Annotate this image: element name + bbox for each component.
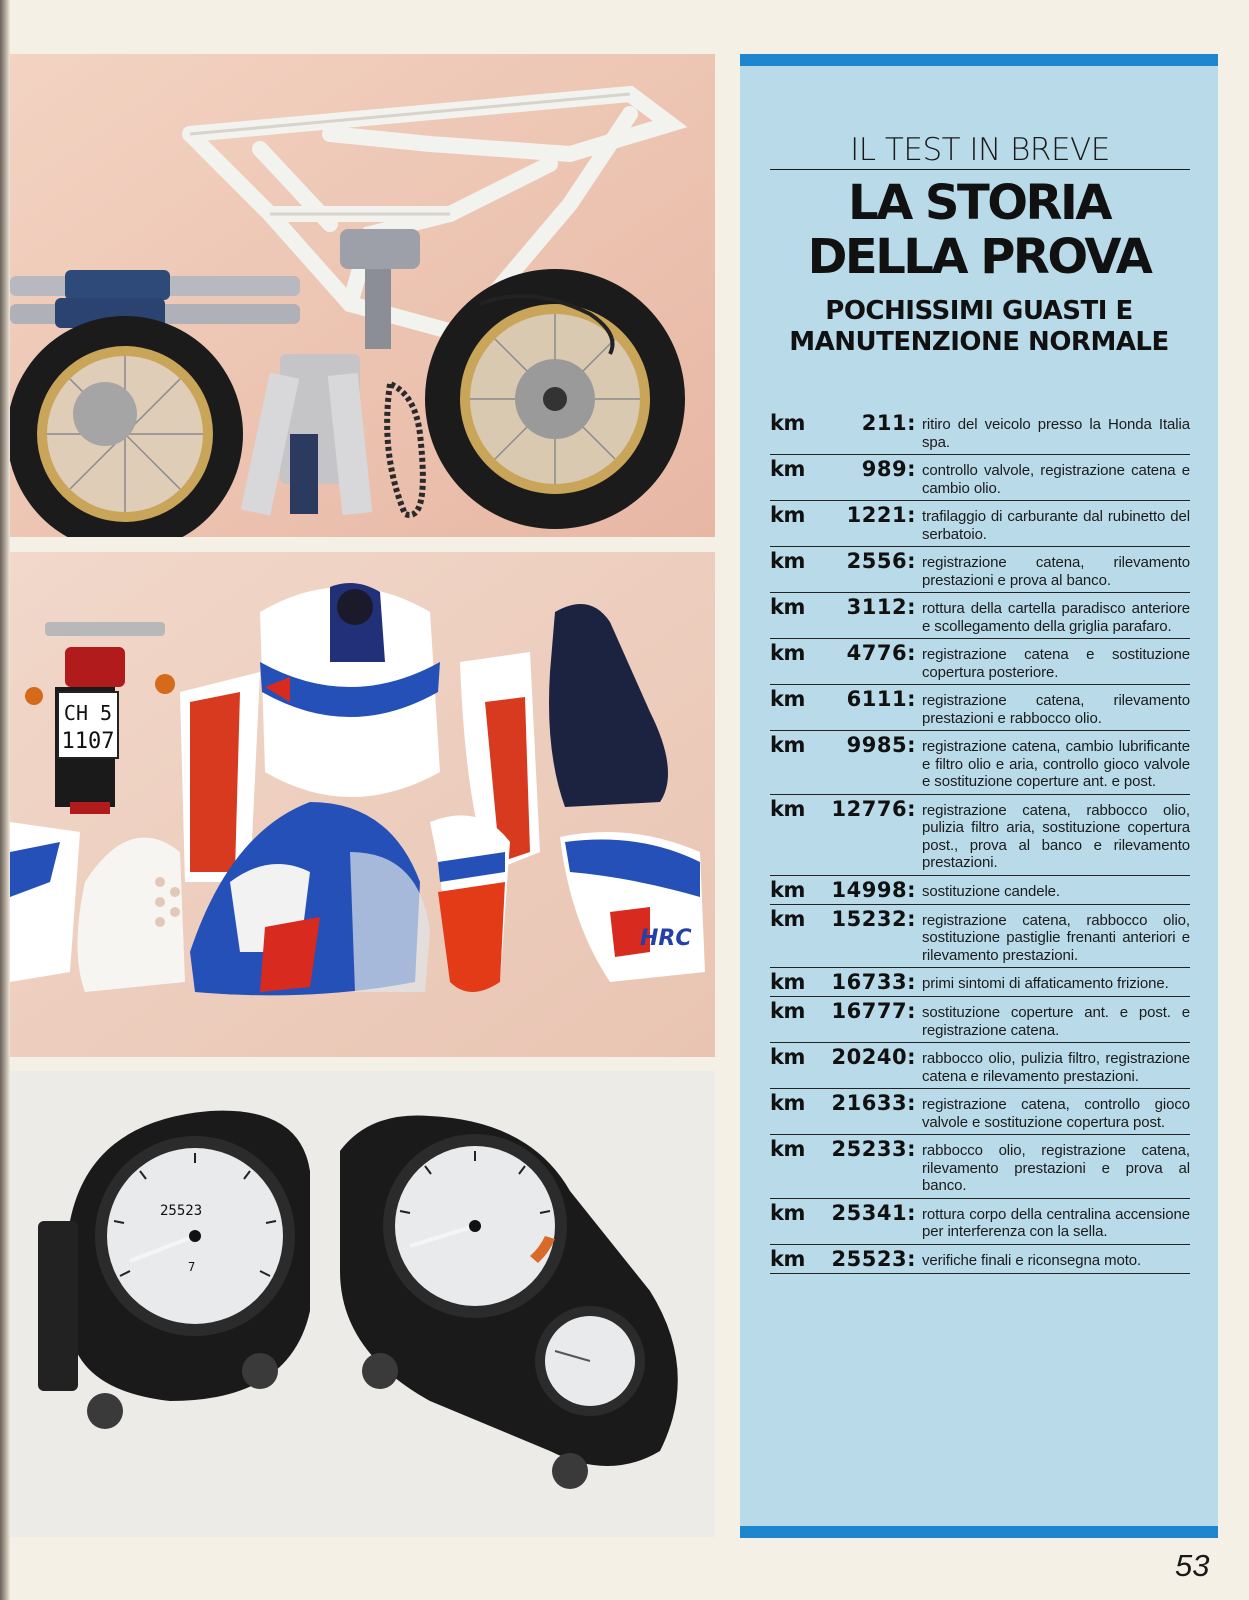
log-entry [770, 688, 1190, 731]
log-entry-mileage [770, 688, 916, 710]
page-number: 53 [1175, 1548, 1210, 1583]
log-entry-km: 25233: [831, 1137, 916, 1161]
stripped-motorcycle-frame-photo [10, 54, 715, 537]
log-entry-text: registrazione catena e sostituzione copertura posteriore. [922, 646, 1190, 681]
log-entry-text: registrazione catena, controllo gioco valvole e sostituzione copertura post. [922, 1096, 1190, 1131]
log-entry-mileage [770, 1000, 916, 1022]
log-entry-text: verifiche finali e riconsegna moto. [922, 1251, 1142, 1269]
license-plate-line1: CH 5 [63, 701, 113, 725]
log-entry-unit: km [770, 1137, 805, 1161]
log-entry-text: registrazione catena, rilevamento prestazioni e prova al banco. [922, 554, 1190, 589]
log-entry-unit: km [770, 687, 805, 711]
log-entry-mileage [770, 550, 916, 572]
log-entry-unit: km [770, 411, 805, 435]
log-entry [770, 1092, 1190, 1135]
hrc-decal: HRC [640, 926, 692, 951]
log-entry [770, 642, 1190, 685]
log-entry [770, 798, 1190, 876]
log-entry-unit: km [770, 1091, 805, 1115]
log-entry-unit: km [770, 999, 805, 1023]
log-entry [770, 908, 1190, 969]
panel-top-rule [740, 54, 1218, 66]
log-entry-unit: km [770, 796, 805, 821]
log-entry-km: 3112: [846, 595, 916, 619]
odometer-readout: 25523 [160, 1203, 203, 1219]
log-entry-km: 21633: [831, 1091, 916, 1115]
log-entry [770, 458, 1190, 501]
panel-bottom-rule [740, 1526, 1218, 1538]
log-entry-km: 15232: [831, 906, 916, 931]
log-entry-text: sostituzione candele. [922, 882, 1060, 900]
log-entry [770, 504, 1190, 547]
log-entry-mileage [770, 971, 916, 993]
log-entry-unit: km [770, 970, 805, 994]
log-entry-km: 1221: [846, 503, 916, 527]
log-entry-unit: km [770, 906, 805, 931]
log-entry-text: ritiro del veicolo presso la Honda Italia spa. [922, 416, 1190, 451]
log-entry-unit: km [770, 1045, 805, 1069]
log-entry-text: primi sintomi di affaticamento frizione. [922, 975, 1169, 992]
panel-title [740, 176, 1218, 284]
trip-readout: 7 [188, 1260, 196, 1274]
log-entry-text: controllo valvole, registrazione catena e cambio olio. [922, 462, 1190, 497]
log-entry-km: 25341: [831, 1200, 916, 1225]
log-entry-unit: km [770, 549, 805, 573]
log-entry-km: 16777: [831, 999, 916, 1023]
log-entry [770, 1046, 1190, 1089]
test-summary-panel [740, 54, 1218, 1538]
log-entry-km: 989: [861, 457, 916, 481]
panel-subtitle-line1: POCHISSIMI GUASTI E [825, 296, 1133, 326]
log-entry-mileage [770, 596, 916, 618]
log-entry-text: rottura corpo della centralina accensione per interferenza con la sella. [922, 1205, 1190, 1240]
log-entry-text: rottura della cartella paradisco anteriore e scollegamento della griglia parafaro. [922, 600, 1190, 635]
log-entry-text: registrazione catena, rabbocco olio, sostituzione pastiglie frenanti anteriori e rilevamento prestazioni. [922, 911, 1190, 964]
log-entry [770, 971, 1190, 997]
log-entry-unit: km [770, 595, 805, 619]
log-entry-text: registrazione catena, rabbocco olio, pulizia filtro aria, sostituzione copertura post., prova al banco e rilevamento prestazioni. [922, 801, 1190, 871]
log-entry-mileage [770, 642, 916, 664]
log-entry-text: rabbocco olio, pulizia filtro, registrazione catena e rilevamento prestazioni. [922, 1050, 1190, 1085]
log-entry-mileage [770, 1202, 916, 1224]
log-entry-km: 12776: [831, 796, 916, 821]
log-entry-km: 20240: [831, 1045, 916, 1069]
log-entry-km: 9985: [846, 733, 916, 757]
log-entry-mileage [770, 1092, 916, 1114]
log-entry-text: sostituzione coperture ant. e post. e registrazione catena. [922, 1004, 1190, 1039]
speedometer-tachometer-photo [10, 1071, 715, 1537]
motorcycle-bodywork-parts-photo [10, 552, 715, 1057]
log-entry-km: 16733: [831, 970, 916, 994]
panel-subtitle-line2: MANUTENZIONE NORMALE [789, 327, 1169, 357]
log-entry-mileage [770, 798, 916, 820]
panel-subtitle [740, 296, 1218, 358]
log-entry-unit: km [770, 1200, 805, 1225]
log-entry-km: 6111: [846, 687, 916, 711]
log-entry-unit: km [770, 733, 805, 757]
log-entry [770, 879, 1190, 905]
panel-kicker: IL TEST IN BREVE [770, 132, 1190, 170]
log-entry-text: registrazione catena, cambio lubrificante e filtro olio e aria, controllo gioco valvole e sostituzione coperture ant. e post. [922, 738, 1190, 790]
log-entry-text: registrazione catena, rilevamento prestazioni e rabbocco olio. [922, 692, 1190, 727]
log-entry [770, 1248, 1190, 1274]
log-entry-text: trafilaggio di carburante dal rubinetto del serbatoio. [922, 508, 1190, 543]
log-entry [770, 1000, 1190, 1043]
log-entry-unit: km [770, 641, 805, 665]
log-entry-unit: km [770, 457, 805, 481]
log-entry-mileage [770, 412, 916, 434]
log-entry-km: 2556: [846, 549, 916, 573]
log-entry-mileage [770, 504, 916, 526]
log-entry [770, 412, 1190, 455]
log-entry-unit: km [770, 1246, 805, 1271]
log-entry-mileage [770, 908, 916, 930]
log-entry [770, 1202, 1190, 1245]
log-entry-km: 14998: [831, 877, 916, 902]
log-entry [770, 550, 1190, 593]
log-entry-mileage [770, 879, 916, 901]
log-entry-unit: km [770, 503, 805, 527]
log-entry [770, 734, 1190, 795]
log-entry-text: rabbocco olio, registrazione catena, rilevamento prestazioni e prova al banco. [922, 1142, 1190, 1194]
log-entry-mileage [770, 1248, 916, 1270]
log-entry-km: 4776: [846, 641, 916, 665]
log-entry [770, 1138, 1190, 1199]
log-entry-mileage [770, 1046, 916, 1068]
log-entry-mileage [770, 458, 916, 480]
log-entry-mileage [770, 734, 916, 756]
log-entry-unit: km [770, 877, 805, 902]
log-entry [770, 596, 1190, 639]
panel-title-line1: LA STORIA [847, 175, 1111, 231]
log-entry-mileage [770, 1138, 916, 1160]
panel-title-line2: DELLA PROVA [807, 229, 1151, 285]
mileage-log [770, 412, 1190, 1277]
page-gutter [0, 0, 10, 1600]
log-entry-km: 25523: [831, 1246, 916, 1271]
log-entry-km: 211: [861, 411, 916, 435]
license-plate-line2: 1107 [61, 729, 115, 754]
